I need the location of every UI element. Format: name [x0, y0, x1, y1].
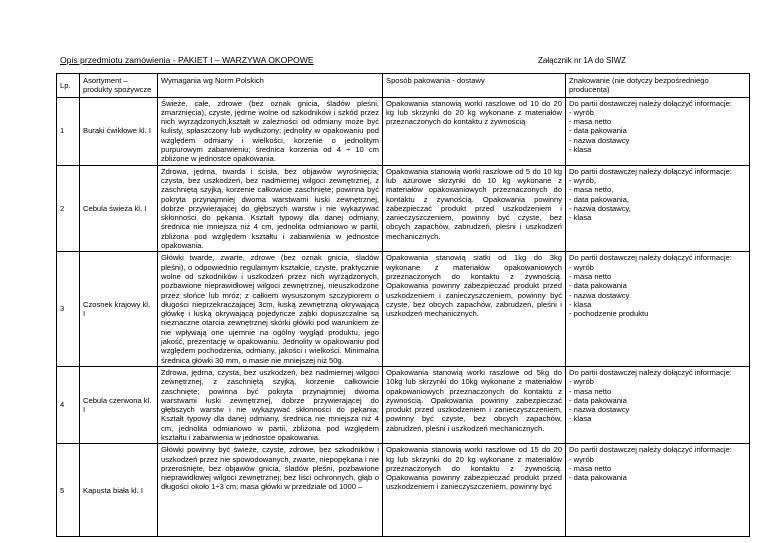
- row-packing: Opakowania stanowią worki raszlowe od 5kg do 10kg lub skrzynki do 10kg wykonane z materiałów opakowaniowych przeznaczonych do kontaktu z żywnością. Opakowania powinny zabezpieczać produkt przed uszkodzeniem i zanieczyszczeniem, powinny być czyste, bez obcych zapachów, zabrudzeń, pleśni i uszkodzeń mechanicznych.: [383, 366, 566, 443]
- marking-line: - data pakowania: [569, 126, 627, 136]
- row-marking: [566, 366, 750, 443]
- row-product-name: Cebula świeża kl. I: [80, 165, 158, 252]
- specification-table: [56, 73, 750, 537]
- marking-line: - wyrób: [569, 377, 594, 387]
- table-row: [57, 444, 750, 537]
- marking-line: - masa netto: [569, 271, 612, 281]
- marking-line: Do partii dostawczej należy dołączyć informacje:: [569, 98, 732, 108]
- marking-line: - klasa: [569, 299, 592, 309]
- marking-line: - pochodzenie produktu: [569, 309, 649, 319]
- row-packing: Opakowania stanowią siatki od 1kg do 3kg wykonane z materiałów opakowaniowych przeznaczonych do kontaktu z żywnością. Opakowania powinny zabezpieczać produkt przed uszkodzeniem i zanieczyszczeniem, powinny być czyste, bez obcych zapachów, zabrudzeń, pleśni i uszkodzeń mechanicznych.: [383, 252, 566, 367]
- row-lp: 2: [57, 165, 80, 252]
- marking-line: Do partii dostawczej należy dołączyć informacje:: [569, 367, 732, 377]
- row-requirements: Zdrowa, jędrna, twarda i ścisła, bez objawów wyrośnięcia; czysta, bez uszkodzeń, bez nadmiernej wilgoci zewnętrznej, z zaschniętą szyjką, korzenie całkowicie zaschnięte; powinna być pokryta przynajmniej dwoma warstwami łuski zewnętrznej, dobrze przywierającej do głębszych warstw i nie wykazywać skłonności do pękania. Kształt typowy dla danej odmiany, średnica nie mniejsza niż 4 cm, jednolita odmianowo w partii, zbliżona pod względem kształtu i zabarwienia w jednostce opakowania.: [158, 165, 383, 252]
- row-marking: [566, 165, 750, 252]
- header-packing: Sposób pakowania - dostawy: [383, 74, 566, 98]
- row-requirements: Główki twarde, zwarte, zdrowe (bez oznak gnicia, śladów pleśni), o odpowiednio regularnym kształcie, czyste, praktycznie wolne od szkodników i uszkodzeń przez nich wyrządzonych, pozbawione nieprawidłowej wilgoci zewnętrznej, nieuszkodzone przez słońce lub mróz; z całkiem wysuszonym szczypiorem o długości nieprzekraczającej 3cm, łuską zewnętrzną okrywającą główkę i łuską okrywającą pojedyncze ząbki dopuszczalne są nieznaczne otarcia zewnętrznej skórki główki pod warunkiem że nie wpływają one ujemnie na ogólny wygląd produktu, jego jakość, prezentację w opakowaniu. Jednolity w opakowaniu pod względem pochodzenia, odmiany, jakości i wielkości. Minimalna średnica główki 30 mm, o masie nie mniejszej niż 50g.: [158, 252, 383, 367]
- row-marking: [566, 97, 750, 165]
- marking-line: - klasa: [569, 414, 592, 424]
- row-lp: 3: [57, 252, 80, 367]
- document-title: Opis przedmiotu zamówienia - PAKIET I – WARZYWA OKOPOWE: [60, 55, 314, 65]
- header-requirements: Wymagania wg Norm Polskich: [158, 74, 383, 98]
- header-lp: Lp.: [57, 74, 80, 98]
- row-product-name: Cebula czerwona kl. I: [80, 366, 158, 443]
- marking-line: - wyrób: [569, 262, 594, 272]
- row-marking: [566, 252, 750, 367]
- marking-line: - masa netto: [569, 117, 612, 127]
- header-assortment: Asortyment – produkty spożywcze: [80, 74, 158, 98]
- row-product-name: Kapusta biała kl. I: [80, 444, 158, 537]
- marking-line: - masa netto,: [569, 185, 614, 195]
- row-packing: Opakowania stanowią worki raszlowe od 5 do 10 kg lub ażurowe skrzynki do 10 kg wykonane z materiałów opakowaniowych przeznaczonych do kontaktu z żywnością. Opakowania powinny zabezpieczać produkt przed uszkodzeniem i zanieczyszczeniem, powinny być czyste, bez obcych zapachów, zabrudzeń, pleśni i uszkodzeń mechanicznych.: [383, 165, 566, 252]
- row-requirements: Świeże, całe, zdrowe (bez oznak gnicia, śladów pleśni, zmarznięcia), czyste, jędrne wolne od szkodników i szkód przez nich wyrządzonych,kształt w zależności od odmiany może być kulisty, spłaszczony lub wydłużony; jednolity w opakowaniu pod względem odmiany i wielkości, korzenie o jednolitym purpurowym zabarwieniu; średnica korzenia od 4 ÷ 10 cm zbliżone w jednostce opakowania.: [158, 97, 383, 165]
- marking-line: - nazwa dostawcy: [569, 405, 630, 415]
- row-product-name: Czosnek krajowy kl. I: [80, 252, 158, 367]
- table-header-row: [57, 74, 750, 98]
- marking-line: - masa netto: [569, 463, 612, 473]
- marking-line: - wyrób,: [569, 175, 597, 185]
- attachment-label: Załącznik nr 1A do SIWZ: [538, 56, 627, 65]
- row-marking: [566, 444, 750, 537]
- row-packing: Opakowania stanowią worki raszlowe od 15 do 20 kg lub skrzynki do 20 kg wykonane z materiałów przeznaczonych do kontaktu z żywnością. Opakowania powinny zabezpieczać produkt przed uszkodzeniem i zanieczyszczeniem, powinny być: [383, 444, 566, 537]
- marking-line: - wyrób: [569, 107, 594, 117]
- table-row: [57, 252, 750, 367]
- marking-line: Do partii dostawczej należy dołączyć informacje:: [569, 166, 732, 176]
- marking-line: - nazwa dostawcy: [569, 135, 630, 145]
- header-marking: Znakowanie (nie dotyczy bezpośredniego producenta): [566, 74, 750, 98]
- marking-line: Do partii dostawczej należy dołączyć informacje:: [569, 253, 732, 263]
- table-row: [57, 366, 750, 443]
- row-requirements: Zdrowa, jędrna, czysta, bez uszkodzeń, bez nadmiernej wilgoci zewnętrznej, z zaschniętą szyjką, korzenie całkowicie zaschnięte; powinna być pokryta przynajmniej dwoma warstwami łuski zewnętrznej, dobrze przywierającej do głębszych warstw i nie wykazywać skłonności do pękania; Kształt typowy dla danej odmiany, średnica nie mniejsza niż 4 cm, jednolita odmianowo w partii, zbliżona pod względem kształtu i zabarwienia w jednostce opakowania.: [158, 366, 383, 443]
- marking-line: - data pakowania: [569, 473, 627, 483]
- row-lp: 4: [57, 366, 80, 443]
- table-row: [57, 165, 750, 252]
- row-requirements: Główki powinny być świeże, czyste, zdrowe, bez szkodników i uszkodzeń przez nie spowodowanych, zwarte, niepopękana i nie przerośnięte, bez objawów gnicia, śladów pleśni, pozbawione nieprawidłowej wilgoci zewnętrznej; bez liści ochronnych, głąb o długości około 1÷3 cm; masa główki w przedziale od 1000 –: [158, 444, 383, 537]
- marking-line: - klasa: [569, 213, 592, 223]
- marking-line: - data pakowania: [569, 395, 627, 405]
- marking-line: - masa netto: [569, 386, 612, 396]
- table-row: [57, 97, 750, 165]
- row-lp: 5: [57, 444, 80, 537]
- marking-line: - nazwa dostawcy: [569, 290, 630, 300]
- marking-line: - data pakowania: [569, 281, 627, 291]
- marking-line: Do partii dostawczej należy dołączyć informacje:: [569, 445, 732, 455]
- marking-line: - klasa: [569, 145, 592, 155]
- row-packing: Opakowania stanowią worki raszlowe od 10 do 20 kg lub skrzynki do 20 kg wykonane z materiałów przeznaczonych do kontaktu z żywnością: [383, 97, 566, 165]
- marking-line: - data pakowania,: [569, 194, 629, 204]
- row-product-name: Buraki ćwikłowe kl. I: [80, 97, 158, 165]
- marking-line: - wyrób: [569, 454, 594, 464]
- row-lp: 1: [57, 97, 80, 165]
- marking-line: - nazwa dostawcy,: [569, 203, 631, 213]
